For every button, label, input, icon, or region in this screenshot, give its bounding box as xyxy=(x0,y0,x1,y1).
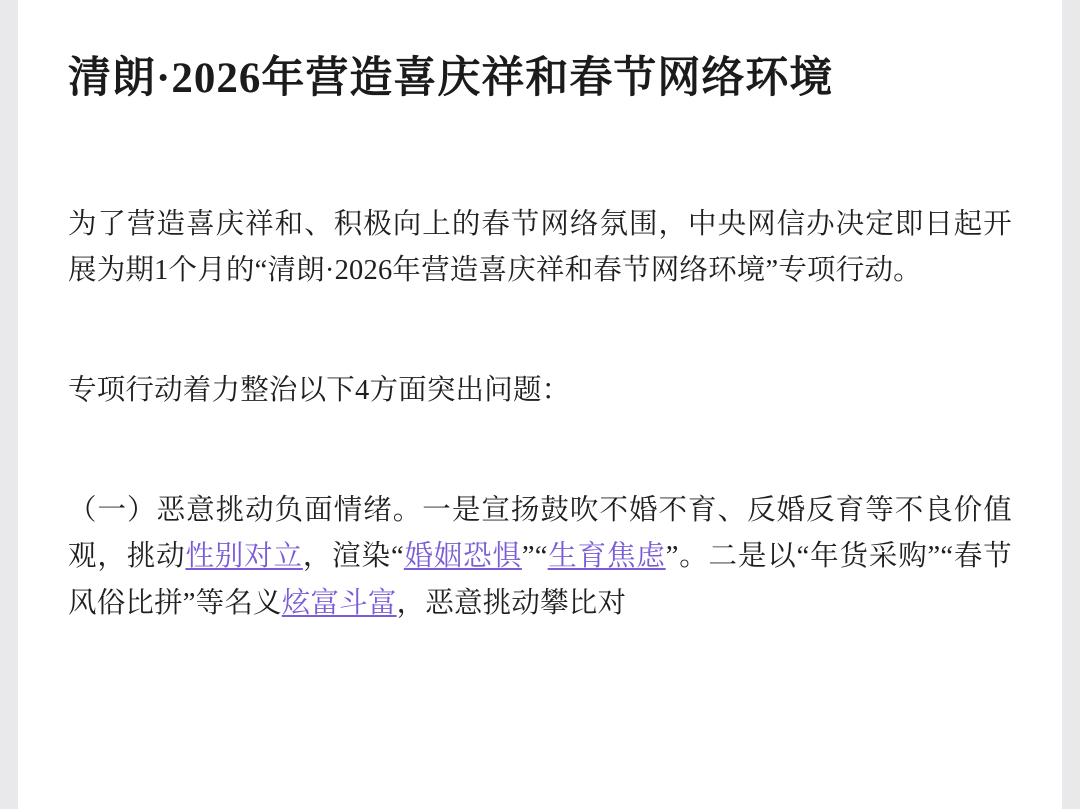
item-one-seg-6: ”。二是以“年货采购”“春节风俗比拼”等名义 xyxy=(68,541,1012,619)
paragraph-gap-1 xyxy=(68,294,1012,368)
link-flaunting-wealth[interactable]: 炫富斗富 xyxy=(281,587,397,619)
page-title: 清朗·2026年营造喜庆祥和春节网络环境 xyxy=(68,55,834,102)
paragraph-item-one xyxy=(68,488,1012,626)
link-gender-opposition[interactable]: 性别对立 xyxy=(185,541,303,573)
link-marriage-fear[interactable]: 婚姻恐惧 xyxy=(403,541,522,573)
item-one-seg-4: ”“ xyxy=(521,541,548,573)
paragraph-gap-2 xyxy=(68,414,1012,488)
document-page xyxy=(18,0,1062,809)
link-fertility-anxiety[interactable]: 生育焦虑 xyxy=(547,541,666,573)
paragraph-intro xyxy=(68,202,1012,294)
paragraph-intro-text: 为了营造喜庆祥和、积极向上的春节网络氛围，中央网信办决定即日起开展为期1个月的“清朗·2026年营造喜庆祥和春节网络环境”专项行动。 xyxy=(68,208,1012,286)
item-one-seg-0: （一）恶意挑动负面情绪。一是宣扬鼓吹不婚不育、反婚反育等不良价值观，挑动 xyxy=(68,495,1012,573)
paragraph-scope xyxy=(68,368,1012,414)
paragraph-scope-text: 专项行动着力整治以下4方面突出问题： xyxy=(68,375,571,407)
title-spacer xyxy=(68,106,1012,202)
item-one-seg-2: ，渲染“ xyxy=(302,541,404,573)
item-one-seg-8: ，恶意挑动攀比对 xyxy=(396,587,627,619)
